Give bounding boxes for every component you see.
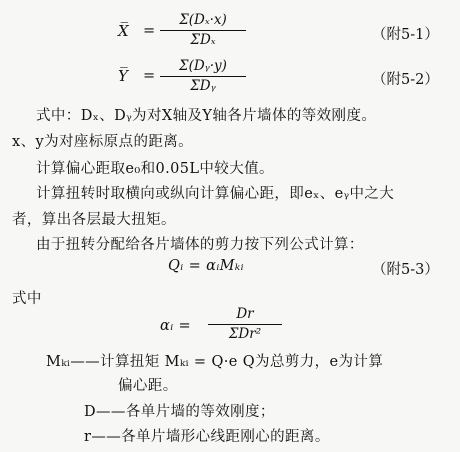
formula-2-denominator: ΣDᵧ: [190, 78, 216, 94]
formula-4-denominator: ΣDr²: [228, 326, 262, 342]
paragraph-1-line-2: x、y为对座标原点的距离。: [12, 134, 194, 150]
paragraph-4: 由于扭转分配给各片墙体的剪力按下列公式计算：: [36, 237, 364, 253]
fraction-bar: [160, 30, 246, 31]
paragraph-3-line-1: 计算扭转时取横向或纵向计算偏心距，即eₓ、eᵧ中之大: [36, 186, 395, 202]
definition-mki-line-2: 偏心距。: [118, 378, 178, 394]
paragraph-3-line-2: 者，算出各层最大扭矩。: [12, 212, 176, 228]
formula-4-numerator: Dr: [236, 306, 254, 322]
formula-1-equals: =: [143, 23, 156, 39]
formula-3: Qᵢ = αᵢMₖᵢ: [168, 258, 244, 274]
formula-3-label: （附5-3）: [372, 262, 439, 278]
formula-1-label: （附5-1）: [372, 27, 439, 43]
formula-4-lhs: αᵢ =: [160, 318, 192, 334]
definition-d: D——各单片墙的等效刚度；: [84, 404, 275, 420]
paragraph-2: 计算偏心距取e₀和0.05L中较大值。: [36, 161, 274, 177]
formula-4-fraction: [208, 306, 282, 343]
definition-r: r——各单片墙形心线距刚心的距离。: [84, 429, 330, 445]
formula-2-numerator: Σ(Dᵧ·y): [179, 58, 227, 74]
formula-2-fraction: [160, 58, 246, 95]
paragraph-1-line-1: 式中：Dₓ、Dᵧ为对X轴及Y轴各片墙体的等效刚度。: [36, 108, 377, 124]
definition-mki-line-1: Mₖᵢ——计算扭矩 Mₖᵢ = Q·e Q为总剪力，e为计算: [46, 354, 384, 370]
fraction-bar: [160, 76, 246, 77]
formula-1-lhs: X̅: [118, 22, 129, 40]
formula-1-numerator: Σ(Dₓ·x): [179, 12, 227, 28]
formula-2-label: （附5-2）: [372, 72, 439, 88]
formula-1-fraction: [160, 12, 246, 49]
shizhong-label: 式中: [12, 291, 42, 307]
formula-2-equals: =: [143, 68, 156, 84]
formula-2-lhs: Y̅: [118, 67, 128, 85]
fraction-bar: [208, 324, 282, 325]
formula-1-denominator: ΣDₓ: [190, 32, 216, 48]
